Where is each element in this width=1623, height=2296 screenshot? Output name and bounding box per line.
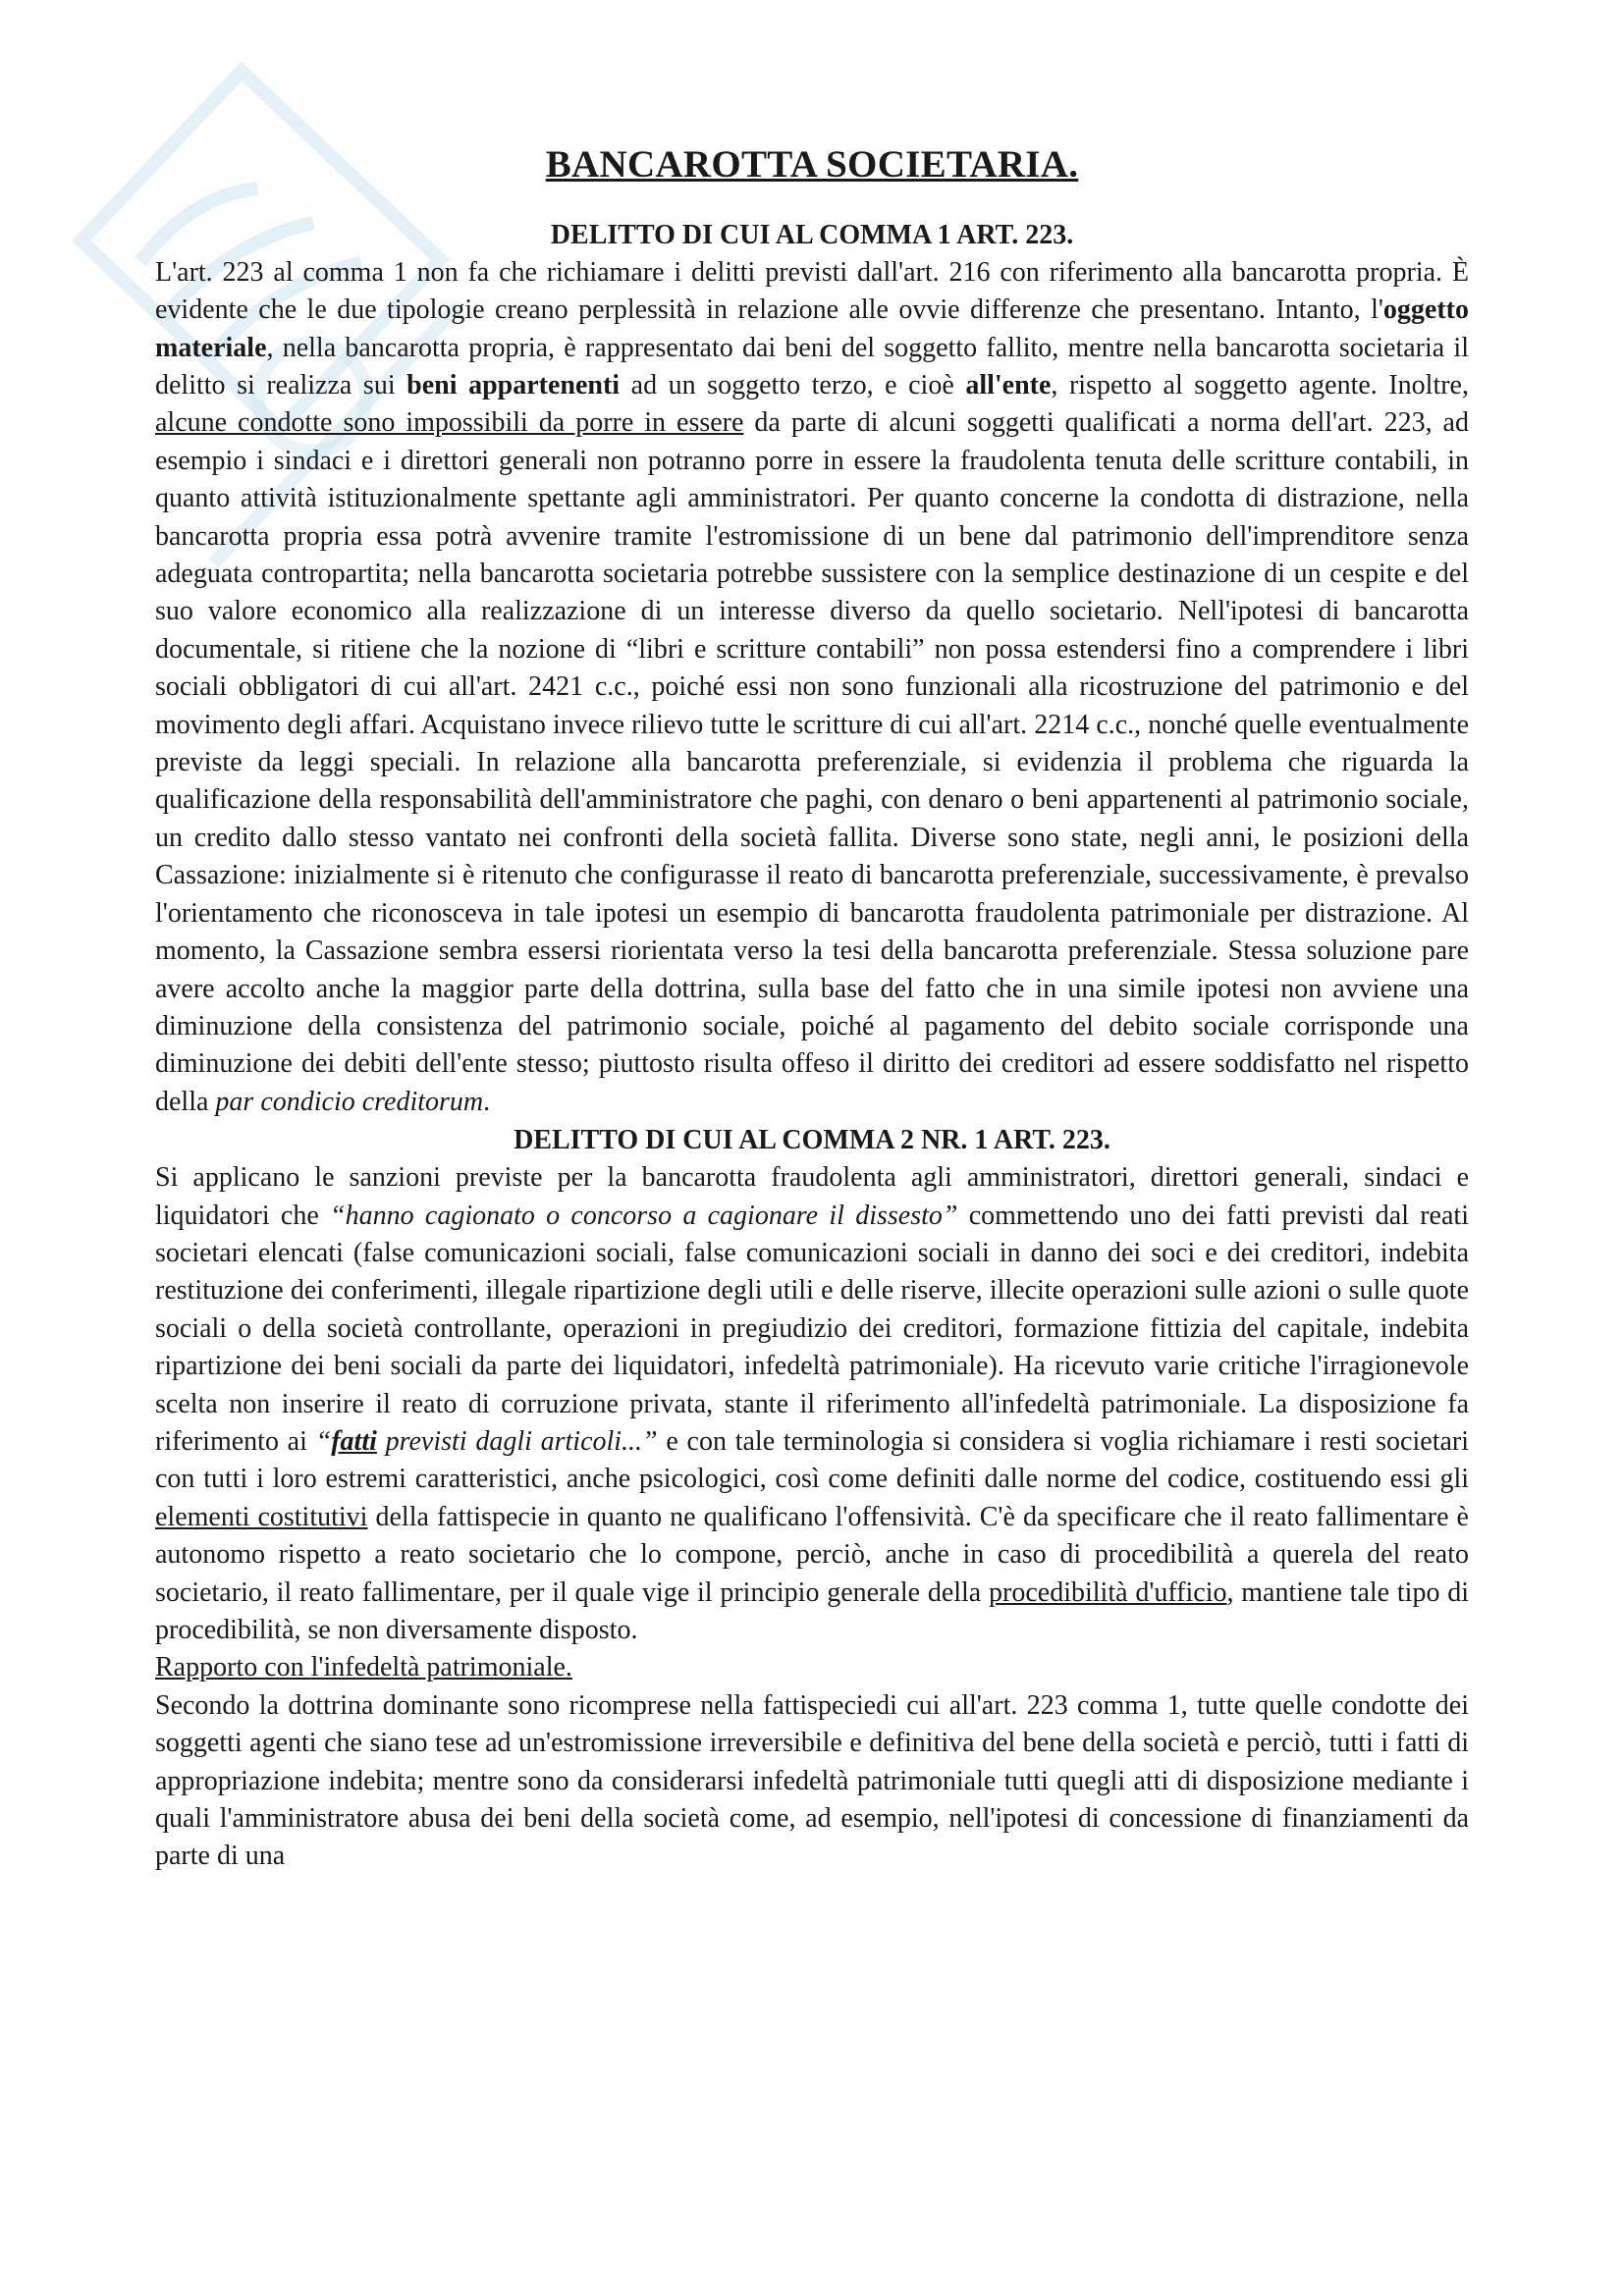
text-run: , rispetto al soggetto agente. Inoltre, [1051,370,1469,401]
italic-phrase: par condicio creditorum [215,1086,484,1117]
text-run: da parte di alcuni soggetti qualificati a norma dell'art. 223, ad esempio i sindaci e i direttori generali non potranno porre in essere la fraudolenta tenuta delle scritture contabili, in quanto attività istituzionalmente spettante agli amministratori. Per quanto concerne la condotta di distrazione, nella bancarotta propria essa potrà avvenire tramite l'estromissione di un bene dal patrimonio dell'imprenditore senza adeguata contropartita; nella bancarotta societaria potrebbe sussistere con la semplice destinazione di un cespite e del suo valore economico alla realizzazione di un interesse diverso da quello societario. Nell'ipotesi di bancarotta documentale, si ritiene che la nozione di “libri e scritture contabili” non possa estendersi fino a comprendere i libri sociali obbligatori di cui all'art. 2421 c.c., poiché essi non sono funzionali alla ricostruzione del patrimonio e del movimento degli affari. Acquistano invece rilievo tutte le scritture di cui all'art. 2214 c.c., nonché quelle eventualmente previste da leggi speciali. In relazione alla bancarotta preferenziale, si evidenzia il problema che riguarda la qualificazione della responsabilità dell'amministratore che paghi, con denaro o beni appartenenti al patrimonio sociale, un credito dallo stesso vantato nei confronti della società fallita. Diverse sono state, negli anni, le posizioni della Cassazione: inizialmente si è ritenuto che configurasse il reato di bancarotta preferenziale, successivamente, è prevalso l'orientamento che riconosceva in tale ipotesi un esempio di bancarotta fraudolenta patrimoniale per distrazione. Al momento, la Cassazione sembra essersi riorientata verso la tesi della bancarotta preferenziale. Stessa soluzione pare avere accolto anche la maggior parte della dottrina, sulla base del fatto che in una simile ipotesi non avviene una diminuzione della consistenza del patrimonio sociale, poiché al pagamento del debito sociale corrisponde una diminuzione dei debiti dell'ente stesso; piuttosto risulta offeso il diritto dei creditori ad essere soddisfatto nel rispetto della [155,407,1469,1117]
document-page [155,142,1469,1876]
text-run: e con tale terminologia si considera si voglia richiamare i resti societari con tutti i loro estremi caratteristici, anche psicologici, così come definiti dalle norme del codice, costituendo essi gli [155,1425,1470,1495]
subsection-infedelta [155,1649,1469,1875]
page-title: BANCAROTTA SOCIETARIA. [545,143,1079,186]
text-run: ad un soggetto terzo, e cioè [620,370,966,401]
bold-term: beni appartenenti [406,370,621,401]
section-heading: DELITTO DI CUI AL COMMA 1 ART. 223. [550,219,1074,250]
bold-term: oggetto materiale [155,294,1469,363]
section-paragraph [155,254,1469,1121]
italic-quote-open: “ [315,1425,332,1457]
text-run: . [483,1086,491,1117]
section-heading: DELITTO DI CUI AL COMMA 2 NR. 1 ART. 223. [514,1125,1110,1156]
section-comma-2 [155,1121,1469,1649]
text-run: , mantiene tale tipo di procedibilità, se non diversamente disposto. [155,1576,1469,1646]
text-run: commettendo uno dei fatti previsti dal reati societari elencati (false comunicazioni sociali, false comunicazioni sociali in danno dei soci e dei creditori, indebita restituzione dei conferimenti, illegale ripartizione degli utili e delle riserve, illecite operazioni sulle azioni o sulle quote sociali o della società controllante, operazioni in pregiudizio dei creditori, formazione fittizia del capitale, indebita ripartizione dei beni sociali da parte dei liquidatori, infedeltà patrimoniale). Ha ricevuto varie critiche l'irragionevole scelta non inserire il reato di corruzione privata, stante il riferimento all'infedeltà patrimoniale. La disposizione fa riferimento ai [155,1200,1469,1457]
underlined-phrase: procedibilità d'ufficio [989,1576,1227,1608]
text-run: della fattispecie in quanto ne qualificano l'offensività. C'è da specificare che il reato fallimentare è autonomo rispetto a reato societario che lo compone, perciò, anche in caso di procedibilità a querela del reato societario, il reato fallimentare, per il quale vige il principio generale della [155,1501,1469,1608]
italic-quote-rest: previsti dagli articoli...” [376,1425,658,1457]
text-run: L'art. 223 al comma 1 non fa che richiamare i delitti previsti dall'art. 216 con riferimento alla bancarotta propria. È evidente che le due tipologie creano perplessità in relazione alle ovvie differenze che presentano. Intanto, l' [155,256,1469,326]
bold-term: all'ente [965,370,1052,401]
underlined-phrase: elementi costitutivi [155,1501,368,1532]
text-run: Si applicano le sanzioni previste per la bancarotta fraudolenta agli amministratori, direttori generali, sindaci e liquidatori che [155,1162,1469,1231]
subsection-paragraph: Secondo la dottrina dominante sono ricomprese nella fattispeciedi cui all'art. 223 comma 1, tutte quelle condotte dei soggetti agenti che siano tese ad un'estromissione irreversibile e definitiva del bene della società e perciò, tutti i fatti di appropriazione indebita; mentre sono da considerarsi infedeltà patrimoniale tutti quegli atti di disposizione mediante i quali l'amministratore abusa dei beni della società come, ad esempio, nell'ipotesi di concessione di finanziamenti da parte di una [155,1689,1469,1872]
bold-italic-term: fatti [331,1425,377,1457]
italic-quote: “hanno cagionato o concorso a cagionare il dissesto” [330,1200,958,1231]
text-run: , nella bancarotta propria, è rappresentato dai beni del soggetto fallito, mentre nella bancarotta societaria il delitto si realizza sui [155,332,1469,401]
section-comma-1 [155,216,1469,1121]
section-paragraph [155,1159,1469,1649]
subsection-heading: Rapporto con l'infedeltà patrimoniale. [155,1652,572,1683]
underlined-phrase: alcune condotte sono impossibili da porre in essere [155,407,744,439]
